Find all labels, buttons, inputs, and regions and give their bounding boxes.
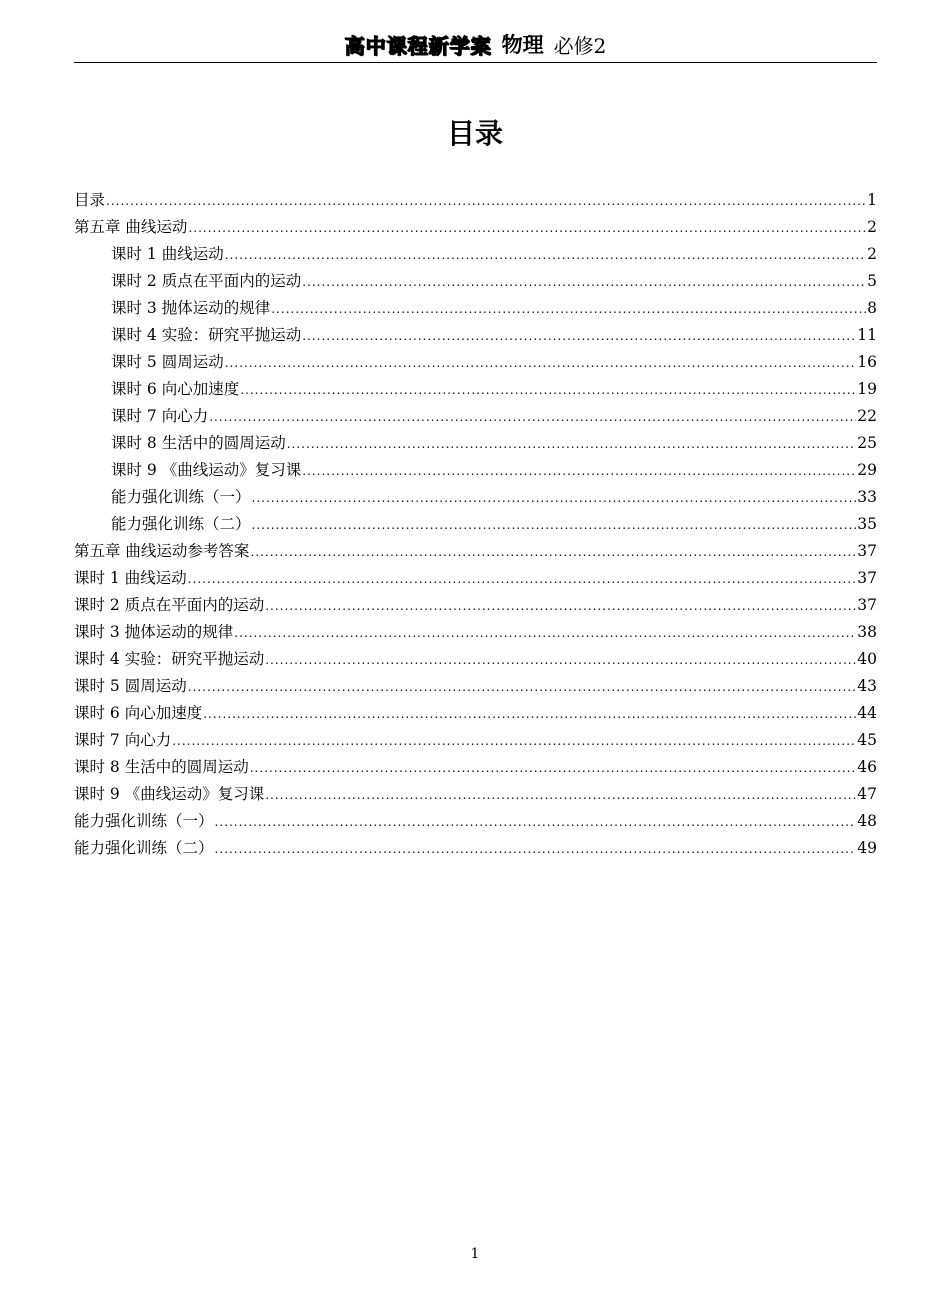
toc-entry-page: 40 [857,650,877,668]
toc-dot-leader [234,626,856,640]
series-title: 高中课程新学案 [344,33,492,58]
toc-entry-page: 38 [857,623,877,641]
toc-entry[interactable] [74,512,877,539]
toc-entry-page: 33 [857,488,877,506]
toc-dot-leader [265,788,856,802]
toc-entry-label: 课时 7 向心力 [111,407,209,425]
toc-entry-label: 课时 6 向心加速度 [74,704,203,722]
toc-dot-leader [172,734,856,748]
toc-entry[interactable] [74,836,877,863]
toc-entry[interactable] [74,350,877,377]
toc-entry-label: 第五章 曲线运动参考答案 [74,542,250,560]
toc-entry[interactable] [74,188,877,215]
toc-entry[interactable] [74,377,877,404]
toc-dot-leader [252,491,857,505]
toc-entry[interactable] [74,485,877,512]
toc-entry-label: 课时 9 《曲线运动》复习课 [111,461,302,479]
toc-entry-page: 37 [857,596,877,614]
table-of-contents [74,188,877,863]
toc-entry-page: 37 [857,542,877,560]
toc-entry-label: 课时 1 曲线运动 [111,245,224,263]
toc-entry-label: 课时 8 生活中的圆周运动 [74,758,249,776]
toc-entry[interactable] [74,566,877,593]
toc-entry-label: 第五章 曲线运动 [74,218,188,236]
toc-entry-page: 43 [857,677,877,695]
toc-entry-label: 课时 7 向心力 [74,731,172,749]
toc-dot-leader [225,356,857,370]
course-title: 必修2 [553,33,607,58]
toc-dot-leader [215,842,857,856]
page-number: 1 [470,1246,480,1262]
toc-dot-leader [188,221,866,235]
toc-entry[interactable] [74,404,877,431]
toc-dot-leader [250,545,856,559]
toc-entry[interactable] [74,755,877,782]
toc-entry-page: 8 [867,299,877,317]
toc-entry-label: 课时 2 质点在平面内的运动 [74,596,265,614]
toc-entry[interactable] [74,242,877,269]
toc-entry-page: 19 [857,380,877,398]
toc-entry-page: 49 [857,839,877,857]
toc-entry[interactable] [74,701,877,728]
toc-entry[interactable] [74,620,877,647]
toc-entry-label: 课时 4 实验：研究平抛运动 [74,650,265,668]
toc-entry-page: 25 [857,434,877,452]
toc-entry-label: 课时 2 质点在平面内的运动 [111,272,302,290]
toc-entry-page: 46 [857,758,877,776]
toc-dot-leader [203,707,856,721]
toc-dot-leader [271,302,866,316]
toc-dot-leader [265,653,856,667]
toc-entry[interactable] [74,215,877,242]
toc-entry[interactable] [74,593,877,620]
toc-dot-leader [252,518,857,532]
toc-entry[interactable] [74,431,877,458]
page-header [74,26,877,63]
toc-entry-label: 课时 4 实验：研究平抛运动 [111,326,302,344]
toc-entry-page: 45 [857,731,877,749]
toc-entry[interactable] [74,782,877,809]
toc-entry-page: 1 [867,191,877,209]
toc-dot-leader [188,572,857,586]
toc-entry-page: 47 [857,785,877,803]
toc-dot-leader [215,815,857,829]
toc-entry-page: 29 [857,461,877,479]
toc-dot-leader [302,464,856,478]
toc-dot-leader [302,275,866,289]
toc-dot-leader [188,680,857,694]
toc-dot-leader [302,329,856,343]
toc-dot-leader [265,599,856,613]
toc-entry-label: 能力强化训练（二） [111,515,251,533]
toc-entry-page: 35 [857,515,877,533]
toc-entry-page: 5 [867,272,877,290]
toc-entry-page: 48 [857,812,877,830]
toc-dot-leader [225,248,866,262]
toc-entry-page: 2 [867,218,877,236]
toc-entry-page: 2 [867,245,877,263]
toc-entry[interactable] [74,323,877,350]
toc-entry[interactable] [74,647,877,674]
toc-entry-page: 44 [857,704,877,722]
toc-entry-label: 课时 5 圆周运动 [111,353,224,371]
toc-entry[interactable] [74,809,877,836]
toc-entry-page: 16 [857,353,877,371]
toc-dot-leader [287,437,857,451]
toc-dot-leader [209,410,856,424]
toc-entry-page: 11 [857,326,877,344]
subject-title: 物理 [501,33,544,57]
toc-entry[interactable] [74,674,877,701]
toc-dot-leader [240,383,856,397]
toc-entry[interactable] [74,458,877,485]
toc-entry-label: 能力强化训练（一） [74,812,214,830]
toc-entry-label: 课时 3 抛体运动的规律 [111,299,271,317]
toc-dot-leader [250,761,857,775]
toc-entry[interactable] [74,539,877,566]
toc-entry-label: 课时 8 生活中的圆周运动 [111,434,286,452]
toc-entry[interactable] [74,269,877,296]
page-title: 目录 [446,117,503,150]
toc-entry[interactable] [74,728,877,755]
toc-entry-label: 课时 1 曲线运动 [74,569,187,587]
toc-entry-label: 课时 3 抛体运动的规律 [74,623,234,641]
toc-entry[interactable] [74,296,877,323]
toc-entry-label: 课时 5 圆周运动 [74,677,187,695]
toc-entry-page: 37 [857,569,877,587]
toc-dot-leader [106,194,866,208]
toc-entry-page: 22 [857,407,877,425]
toc-entry-label: 目录 [74,191,106,209]
toc-entry-label: 课时 6 向心加速度 [111,380,240,398]
toc-entry-label: 能力强化训练（一） [111,488,251,506]
toc-entry-label: 课时 9 《曲线运动》复习课 [74,785,265,803]
toc-entry-label: 能力强化训练（二） [74,839,214,857]
